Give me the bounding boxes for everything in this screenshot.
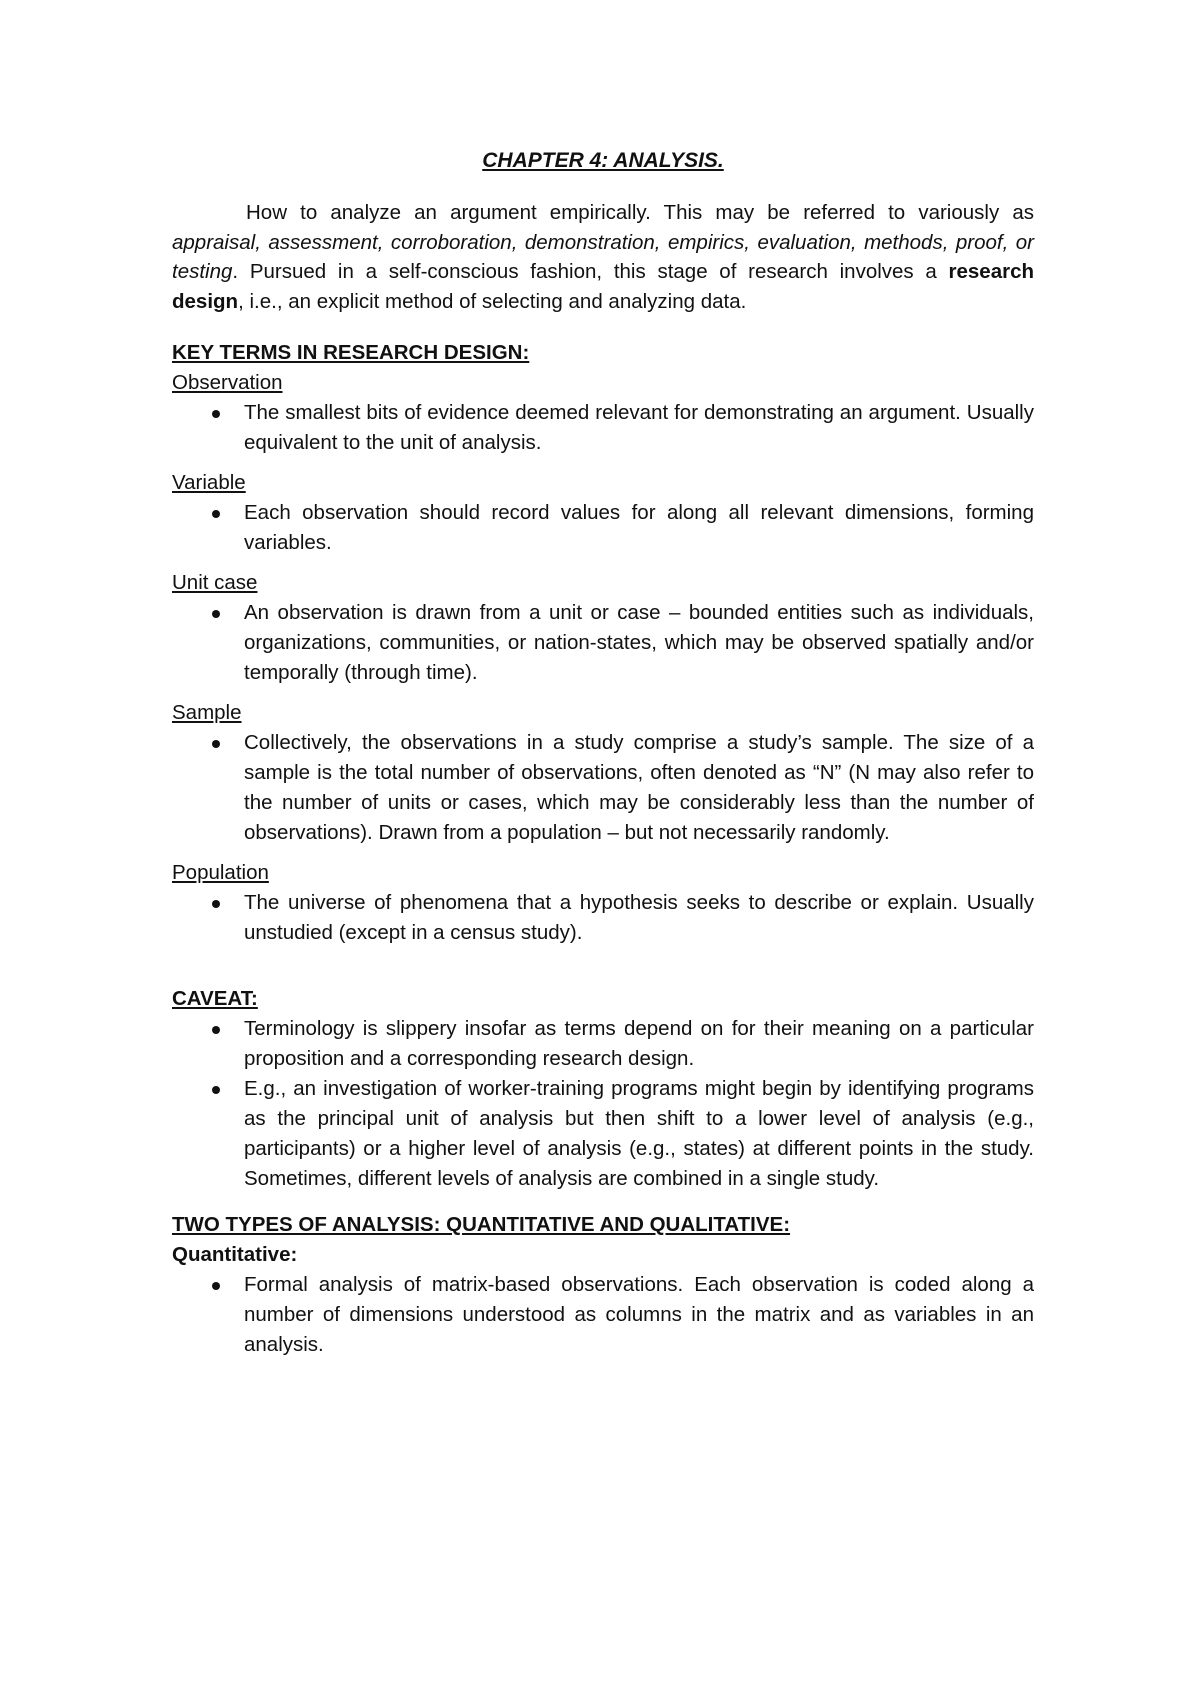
- term-observation: Observation: [172, 371, 283, 394]
- term-unit-case: Unit case: [172, 571, 258, 594]
- bullet-text: An observation is drawn from a unit or case – bounded entities such as individuals, organizations, communities, or nation-states, which may be observed spatially and/or temporally (through time).: [244, 601, 1034, 684]
- intro-text-1: How to analyze an argument empirically. This may be referred to variously as: [246, 201, 1034, 224]
- bullet-icon: [212, 510, 220, 518]
- intro-text-2: . Pursued in a self-conscious fashion, this stage of research involves a: [232, 260, 949, 283]
- list-item: [172, 498, 1034, 558]
- list-item: [172, 398, 1034, 458]
- caveat-heading: CAVEAT:: [172, 987, 258, 1010]
- sample-list: [172, 728, 1034, 848]
- bullet-text: The smallest bits of evidence deemed relevant for demonstrating an argument. Usually equivalent to the unit of analysis.: [244, 401, 1034, 454]
- chapter-title: CHAPTER 4: ANALYSIS.: [482, 149, 724, 172]
- bullet-icon: [212, 610, 220, 618]
- variable-list: [172, 498, 1034, 558]
- intro-italic-terms: appraisal, assessment, corroboration, demonstration, empirics, evaluation, methods, proof, or testing: [172, 230, 1034, 283]
- list-item: [172, 1270, 1034, 1360]
- list-item: [172, 1014, 1034, 1074]
- term-sample: Sample: [172, 701, 242, 724]
- list-item: [172, 598, 1034, 688]
- document-body: [172, 146, 1034, 1360]
- bullet-text: E.g., an investigation of worker-training programs might begin by identifying programs as the principal unit of analysis but then shift to a lower level of analysis (e.g., participants) or a higher level of analysis (e.g., states) at different points in the study. Sometimes, different levels of analysis are combined in a single study.: [244, 1077, 1034, 1190]
- two-types-heading: TWO TYPES OF ANALYSIS: QUANTITATIVE AND QUALITATIVE:: [172, 1213, 791, 1236]
- quantitative-list: [172, 1270, 1034, 1360]
- observation-list: [172, 398, 1034, 458]
- bullet-icon: [212, 1026, 220, 1034]
- bullet-icon: [212, 410, 220, 418]
- bullet-text: Formal analysis of matrix-based observations. Each observation is coded along a number of dimensions understood as columns in the matrix and as variables in an analysis.: [244, 1273, 1034, 1356]
- intro-paragraph: [172, 198, 1034, 316]
- list-item: [172, 1074, 1034, 1194]
- bullet-text: Collectively, the observations in a study comprise a study’s sample. The size of a sample is the total number of observations, often denoted as “N” (N may also refer to the number of units or cases, which may be considerably less than the number of observations). Drawn from a population – but not necessarily randomly.: [244, 731, 1034, 844]
- bullet-text: The universe of phenomena that a hypothesis seeks to describe or explain. Usually unstudied (except in a census study).: [244, 891, 1034, 944]
- bullet-icon: [212, 1282, 220, 1290]
- term-population: Population: [172, 861, 269, 884]
- bullet-icon: [212, 740, 220, 748]
- bullet-text: Each observation should record values for along all relevant dimensions, forming variables.: [244, 501, 1034, 554]
- bullet-icon: [212, 1086, 220, 1094]
- term-variable: Variable: [172, 471, 246, 494]
- intro-text-3: , i.e., an explicit method of selecting and analyzing data.: [238, 289, 747, 313]
- quantitative-label: Quantitative:: [172, 1243, 298, 1266]
- unit-case-list: [172, 598, 1034, 688]
- bullet-text: Terminology is slippery insofar as terms depend on for their meaning on a particular proposition and a corresponding research design.: [244, 1017, 1034, 1070]
- list-item: [172, 888, 1034, 948]
- bullet-icon: [212, 900, 220, 908]
- intro-bold-term: research design: [172, 260, 1034, 313]
- list-item: [172, 728, 1034, 848]
- key-terms-heading: KEY TERMS IN RESEARCH DESIGN:: [172, 341, 530, 364]
- population-list: [172, 888, 1034, 948]
- caveat-list: [172, 1014, 1034, 1194]
